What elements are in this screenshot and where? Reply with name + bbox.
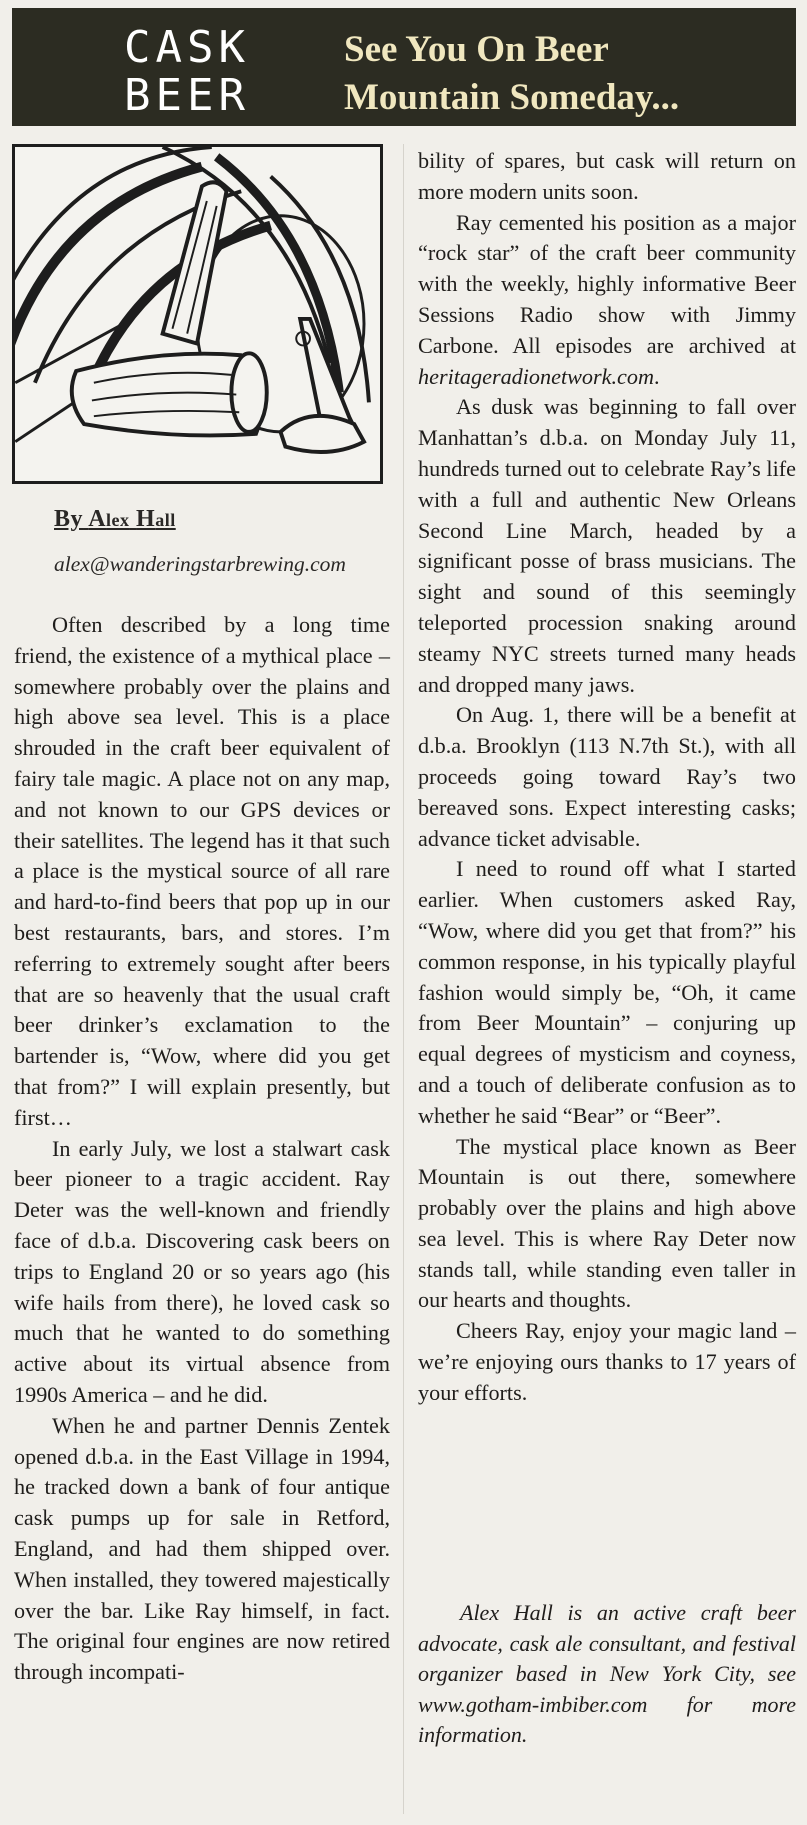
bio-text: Alex Hall is an active craft beer advocate, cask ale consultant, and festival organizer based in New York City, see www.gotham-imbiber.com for more information. [418, 1600, 796, 1747]
website-reference: heritageradionetwork.com [418, 363, 655, 389]
paragraph: The mystical place known as Beer Mountain is out there, somewhere probably over the plains and high above sea level. This is where Ray Deter now stands tall, while standing even taller in our hearts and thoughts. [418, 1133, 796, 1313]
article-column-2 [418, 146, 796, 1409]
author-first-initial: A [88, 506, 107, 532]
kicker-line-2: BEER [124, 70, 250, 121]
article-column-1 [14, 610, 390, 1688]
author-first-rest: lex [106, 510, 130, 530]
cask-and-mallet-icon [12, 144, 383, 484]
paragraph: Cheers Ray, enjoy your magic land – we’re enjoying ours thanks to 17 years of your efforts. [418, 1318, 796, 1405]
headline-line-1: See You On Beer [344, 29, 609, 70]
paragraph-text: Ray cemented his position as a major “rock star” of the craft beer community with the weekly, highly informative Beer Sessions Radio show with Jimmy Carbone. All episodes are archived at [418, 209, 796, 358]
column-divider [403, 144, 404, 1814]
byline-prefix: By [54, 506, 84, 532]
author-bio [418, 1598, 796, 1751]
paragraph: On Aug. 1, there will be a benefit at d.b.a. Brooklyn (113 N.7th St.), with all proceeds going toward Ray’s two bereaved sons. Expect interesting casks; advance ticket advisable. [418, 702, 796, 851]
paragraph: In early July, we lost a stalwart cask beer pioneer to a tragic accident. Ray Deter was the well-known and friendly face of d.b.a. Discovering cask beers on trips to England 20 or so years ago (his wife hails from there), he loved cask so much that he wanted to do something active about its virtual absence from 1990s America – and he did. [14, 1135, 390, 1407]
paragraph: As dusk was beginning to fall over Manhattan’s d.b.a. on Monday July 11, hundreds turned out to celebrate Ray’s life with a full and authentic New Orleans Second Line March, headed by a significant posse of brass musicians. The sight and sound of this seemingly teleported procession snaking around steamy NYC streets turned many heads and dropped many jaws. [418, 394, 796, 697]
paragraph: When he and partner Dennis Zentek opened d.b.a. in the East Village in 1994, he tracked down a bank of four antique cask pumps up for sale in Retford, England, and had them shipped over. When installed, they towered majestically over the bar. Like Ray himself, in fact. The original four engines are now retired through incompati- [14, 1412, 390, 1685]
article-headline [344, 26, 804, 122]
paragraph-end: . [654, 363, 660, 389]
paragraph: I need to round off what I started earlier. When customers asked Ray, “Wow, where did you get that from?” his common response, in his typically playful fashion would simply be, “Oh, it came from Beer Mountain” – conjuring up equal degrees of mysticism and coyness, and a touch of deliberate confusion as to whether he said “Bear” or “Beer”. [418, 856, 796, 1128]
paragraph [418, 208, 796, 393]
author-email: alex@wanderingstarbrewing.com [54, 552, 346, 576]
paragraph: Often described by a long time friend, the existence of a mythical place – somewhere probably over the plains and high above sea level. This is a place shrouded in the craft beer equivalent of fairy tale magic. A place not on any map, and not known to our GPS devices or their satellites. The legend has it that such a place is the mystical source of all rare and hard-to-find beers that pop up in our best restaurants, bars, and stores. I’m referring to extremely sought after beers that are so heavenly that the usual craft beer drinker’s exclamation to the bartender is, “Wow, where did you get that from?” I will explain presently, but first… [14, 612, 390, 1130]
author-last-rest: all [155, 510, 176, 530]
header-banner [12, 8, 796, 126]
byline [54, 506, 176, 533]
section-kicker [124, 24, 304, 120]
paragraph-continued: bility of spares, but cask will return on more modern units soon. [418, 148, 796, 204]
headline-line-2: Mountain Someday... [344, 77, 680, 118]
kicker-line-1: CASK [124, 22, 250, 73]
author-last-initial: H [136, 506, 156, 532]
